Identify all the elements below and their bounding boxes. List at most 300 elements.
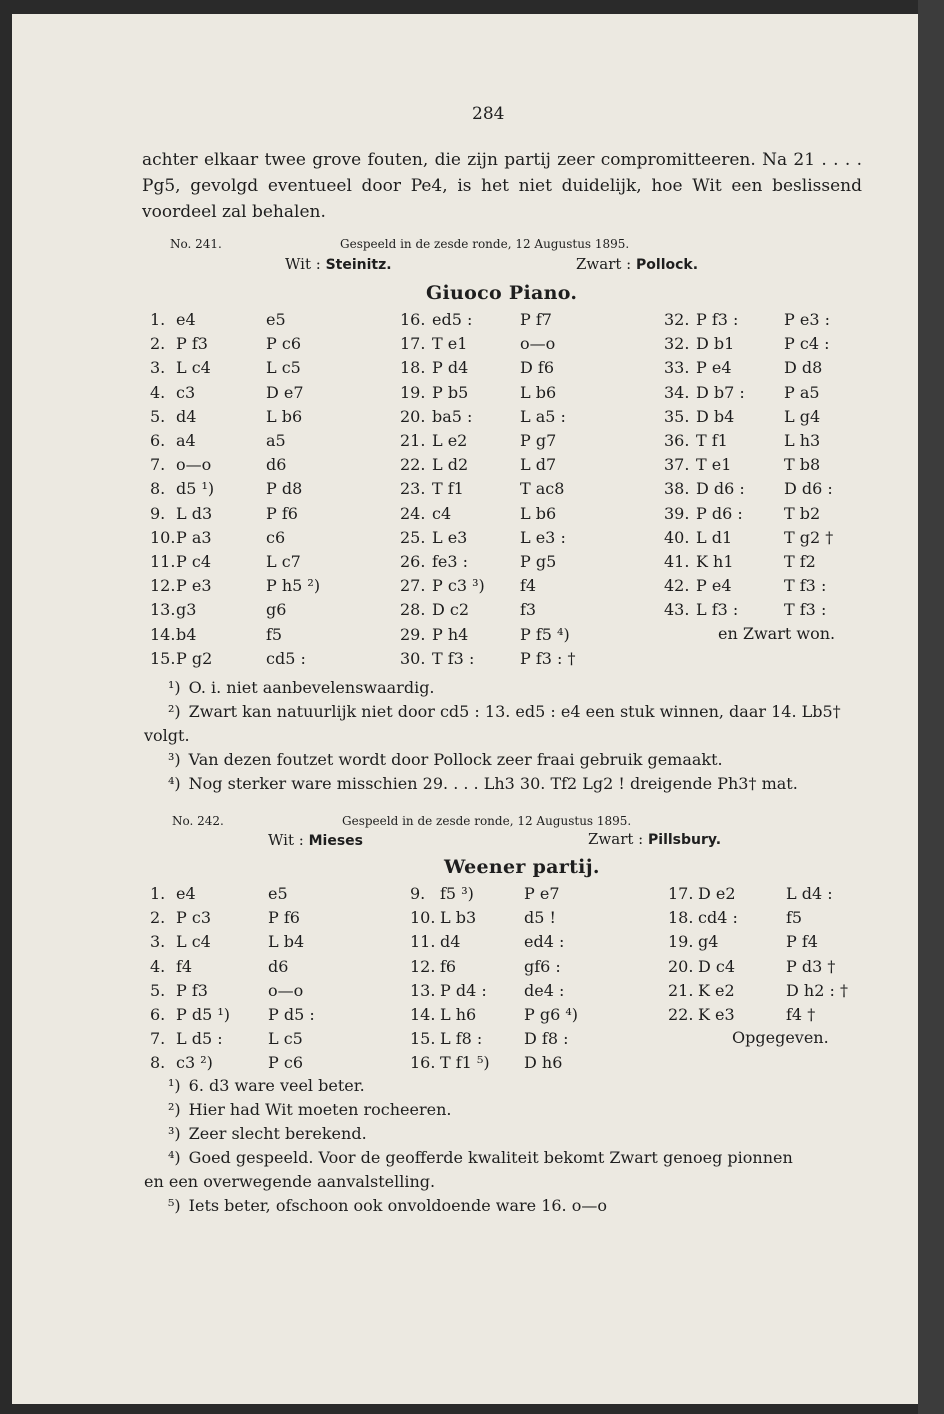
white-move: L d1 bbox=[696, 527, 733, 547]
move-number: 32. bbox=[664, 310, 690, 329]
white-move: L d5 : bbox=[176, 1029, 223, 1049]
move-row bbox=[410, 957, 630, 977]
move-number: 18. bbox=[400, 358, 426, 378]
white-move: o—o bbox=[176, 455, 212, 475]
black-move: e5 bbox=[266, 310, 286, 329]
move-row bbox=[664, 552, 884, 572]
move-number: 11. bbox=[150, 552, 176, 571]
white-move: L b3 bbox=[440, 908, 477, 928]
move-row bbox=[410, 1005, 630, 1025]
game-1-black bbox=[576, 255, 698, 273]
move-row bbox=[664, 479, 884, 499]
move-number: 38. bbox=[664, 479, 690, 499]
white-move: c3 bbox=[176, 382, 196, 402]
move-number: 22. bbox=[668, 1005, 694, 1024]
move-row bbox=[400, 431, 620, 451]
white-move: D b1 bbox=[696, 334, 735, 354]
move-row bbox=[410, 1029, 630, 1049]
move-row bbox=[400, 528, 620, 548]
move-row bbox=[150, 504, 370, 524]
move-row bbox=[668, 884, 888, 904]
white-move: P a3 bbox=[176, 527, 212, 547]
move-row bbox=[668, 1005, 888, 1025]
black-move: P a5 bbox=[784, 382, 820, 402]
move-number: 1. bbox=[150, 884, 166, 903]
black-move: T f3 : bbox=[784, 600, 827, 620]
move-number: 19. bbox=[400, 382, 426, 402]
white-move: g4 bbox=[698, 932, 719, 952]
intro-line-2: Pg5, gevolgd eventueel door Pe4, is het niet duidelijk, hoe Wit een beslissend bbox=[142, 176, 862, 196]
move-number: 15. bbox=[410, 1029, 436, 1049]
move-number: 4. bbox=[150, 956, 166, 976]
black-move: L h3 bbox=[784, 431, 821, 450]
game-2-info: Gespeeld in de zesde ronde, 12 Augustus 1895. bbox=[342, 814, 632, 828]
black-move: T b2 bbox=[784, 503, 821, 523]
move-number: 5. bbox=[150, 980, 166, 1000]
white-move: D b7 : bbox=[696, 382, 745, 402]
move-number: 3. bbox=[150, 932, 166, 952]
black-move: P c6 bbox=[268, 1053, 303, 1073]
move-number: 21. bbox=[668, 980, 694, 1000]
white-move: K h1 bbox=[696, 552, 734, 571]
black-move: T ac8 bbox=[520, 479, 565, 499]
footnote-mark: ³) bbox=[168, 750, 181, 769]
black-move: L b4 bbox=[268, 932, 305, 952]
move-row bbox=[410, 981, 630, 1001]
move-row bbox=[150, 1029, 370, 1049]
black-move: D d8 bbox=[784, 358, 823, 378]
white-move: P d6 : bbox=[696, 503, 743, 523]
move-number: 42. bbox=[664, 576, 690, 596]
white-move: P f3 bbox=[176, 334, 208, 354]
black-move: T f3 : bbox=[784, 576, 827, 596]
white-move: P d4 : bbox=[440, 980, 487, 1000]
black-player: Pillsbury. bbox=[648, 832, 722, 848]
move-row bbox=[400, 625, 620, 645]
game-2-opening: Weener partij. bbox=[444, 856, 600, 878]
move-row bbox=[668, 981, 888, 1001]
footnote bbox=[168, 1124, 367, 1143]
white-move: K e2 bbox=[698, 980, 735, 1000]
black-move: L g4 bbox=[784, 406, 821, 426]
footnote-continuation: en een overwegende aanvalstelling. bbox=[144, 1172, 436, 1191]
move-number: 1. bbox=[150, 310, 166, 329]
black-move: T f2 bbox=[784, 552, 816, 571]
white-move: P f3 : bbox=[696, 310, 739, 329]
move-row bbox=[150, 407, 370, 427]
black-move: D e7 bbox=[266, 382, 304, 402]
black-move: o—o bbox=[268, 980, 304, 1000]
black-label: Zwart : bbox=[588, 830, 644, 848]
footnote-mark: ²) bbox=[168, 702, 181, 721]
footnote-mark: ⁴) bbox=[168, 774, 181, 793]
move-row bbox=[150, 334, 370, 354]
white-move: c3 ²) bbox=[176, 1053, 213, 1073]
white-move: d4 bbox=[440, 932, 461, 952]
black-move: P f3 : † bbox=[520, 648, 576, 668]
move-number: 30. bbox=[400, 648, 426, 668]
white-move: c4 bbox=[432, 503, 452, 523]
black-move: L d4 : bbox=[786, 884, 833, 903]
footnote bbox=[168, 1148, 793, 1167]
move-number: 12. bbox=[410, 956, 436, 976]
black-move: D f8 : bbox=[524, 1029, 569, 1049]
move-number: 13. bbox=[410, 980, 436, 1000]
white-move: f5 ³) bbox=[440, 884, 474, 903]
black-move: d6 bbox=[266, 455, 287, 475]
footnote-text: Goed gespeeld. Voor de geofferde kwaliteit bekomt Zwart genoeg pionnen bbox=[188, 1148, 793, 1167]
white-move: P d5 ¹) bbox=[176, 1005, 231, 1024]
black-move: P c6 bbox=[266, 334, 301, 354]
white-move: D d6 : bbox=[696, 479, 745, 499]
move-number: 36. bbox=[664, 431, 690, 450]
black-move: d6 bbox=[268, 956, 289, 976]
black-move: a5 bbox=[266, 431, 286, 450]
game-1-number: No. 241. bbox=[170, 237, 222, 251]
white-move: d5 ¹) bbox=[176, 479, 215, 499]
footnote bbox=[168, 1196, 607, 1215]
move-row bbox=[150, 358, 370, 378]
footnote-mark: ¹) bbox=[168, 1076, 181, 1095]
black-move: P g5 bbox=[520, 552, 557, 571]
move-row bbox=[400, 552, 620, 572]
white-move: e4 bbox=[176, 884, 196, 903]
white-move: P c3 bbox=[176, 908, 211, 928]
move-row bbox=[400, 407, 620, 427]
footnote-mark: ²) bbox=[168, 1100, 181, 1119]
game-1-opening: Giuoco Piano. bbox=[426, 282, 578, 304]
black-move: g6 bbox=[266, 600, 287, 620]
white-move: f6 bbox=[440, 956, 457, 976]
footnote-text: Zwart kan natuurlijk niet door cd5 : 13. ed5 : e4 een stuk winnen, daar 14. Lb5† bbox=[188, 702, 841, 721]
move-row bbox=[664, 504, 884, 524]
move-row bbox=[668, 932, 888, 952]
black-move: P d5 : bbox=[268, 1005, 315, 1024]
white-move: D b4 bbox=[696, 406, 735, 426]
white-move: D e2 bbox=[698, 884, 736, 903]
white-move: L h6 bbox=[440, 1005, 477, 1024]
footnote bbox=[168, 678, 435, 697]
white-move: T e1 bbox=[696, 455, 732, 475]
footnote-text: Van dezen foutzet wordt door Pollock zeer fraai gebruik gemaakt. bbox=[188, 750, 723, 769]
black-move: c6 bbox=[266, 527, 286, 547]
black-move: o—o bbox=[520, 334, 556, 354]
footnote-text: Iets beter, ofschoon ook onvoldoende ware 16. o—o bbox=[188, 1196, 607, 1215]
move-number: 41. bbox=[664, 552, 690, 571]
move-number: 2. bbox=[150, 908, 166, 928]
black-move: L c5 bbox=[266, 358, 301, 378]
move-row bbox=[150, 431, 370, 451]
black-move: P f4 bbox=[786, 932, 818, 952]
white-move: L e3 bbox=[432, 527, 468, 547]
move-row bbox=[400, 383, 620, 403]
black-move: P f6 bbox=[266, 503, 298, 523]
black-move: P e7 bbox=[524, 884, 560, 903]
move-number: 24. bbox=[400, 503, 426, 523]
white-player: Steinitz. bbox=[325, 257, 392, 273]
move-number: 23. bbox=[400, 479, 426, 499]
black-move: L b6 bbox=[520, 382, 557, 402]
footnote bbox=[168, 774, 798, 793]
move-row bbox=[150, 625, 370, 645]
white-move: P d4 bbox=[432, 358, 469, 378]
move-row bbox=[150, 600, 370, 620]
move-row bbox=[664, 310, 884, 330]
black-move: L b6 bbox=[520, 503, 557, 523]
move-row bbox=[400, 455, 620, 475]
move-number: 17. bbox=[400, 334, 426, 354]
move-row bbox=[150, 383, 370, 403]
black-move: L a5 : bbox=[520, 406, 566, 426]
white-move: P e4 bbox=[696, 576, 732, 596]
move-number: 16. bbox=[400, 310, 426, 329]
white-move: P b5 bbox=[432, 382, 469, 402]
white-move: L c4 bbox=[176, 358, 211, 378]
footnote bbox=[168, 1100, 451, 1119]
move-number: 8. bbox=[150, 479, 166, 499]
white-player: Mieses bbox=[308, 833, 363, 849]
black-move: f5 bbox=[786, 908, 803, 928]
move-number: 16. bbox=[410, 1053, 436, 1073]
white-move: d4 bbox=[176, 406, 197, 426]
white-move: b4 bbox=[176, 624, 197, 644]
move-row bbox=[664, 407, 884, 427]
black-move: P f5 ⁴) bbox=[520, 624, 570, 644]
black-move: L d7 bbox=[520, 455, 557, 475]
move-number: 14. bbox=[410, 1005, 436, 1024]
white-move: ba5 : bbox=[432, 406, 473, 426]
game-2-result: Opgegeven. bbox=[732, 1028, 829, 1047]
footnote bbox=[168, 750, 723, 769]
move-row bbox=[664, 528, 884, 548]
white-move: K e3 bbox=[698, 1005, 735, 1024]
move-row bbox=[150, 1053, 370, 1073]
black-move: P h5 ²) bbox=[266, 576, 321, 596]
black-move: cd5 : bbox=[266, 648, 306, 668]
white-move: P g2 bbox=[176, 648, 213, 668]
move-row bbox=[150, 908, 370, 928]
black-move: P f6 bbox=[268, 908, 300, 928]
white-move: P h4 bbox=[432, 624, 469, 644]
game-2-number: No. 242. bbox=[172, 814, 224, 828]
move-number: 43. bbox=[664, 600, 690, 620]
black-move: gf6 : bbox=[524, 956, 561, 976]
move-number: 9. bbox=[150, 503, 166, 523]
move-row bbox=[150, 957, 370, 977]
move-number: 34. bbox=[664, 382, 690, 402]
move-number: 5. bbox=[150, 406, 166, 426]
game-2-black bbox=[588, 830, 721, 848]
move-number: 29. bbox=[400, 624, 426, 644]
move-row bbox=[400, 310, 620, 330]
move-number: 12. bbox=[150, 576, 176, 596]
black-move: T b8 bbox=[784, 455, 821, 475]
black-move: f3 bbox=[520, 600, 537, 620]
white-move: P c3 ³) bbox=[432, 576, 485, 596]
white-move: L f8 : bbox=[440, 1029, 483, 1049]
move-number: 11. bbox=[410, 932, 436, 952]
move-row bbox=[150, 932, 370, 952]
footnote-text: 6. d3 ware veel beter. bbox=[188, 1076, 365, 1095]
black-player: Pollock. bbox=[636, 257, 699, 273]
white-move: D c2 bbox=[432, 600, 470, 620]
move-row bbox=[400, 479, 620, 499]
move-number: 6. bbox=[150, 1005, 166, 1024]
move-number: 15. bbox=[150, 648, 176, 668]
black-move: D h6 bbox=[524, 1053, 563, 1073]
black-move: ed4 : bbox=[524, 932, 565, 952]
move-number: 39. bbox=[664, 503, 690, 523]
move-row bbox=[664, 600, 884, 620]
footnote-text: Hier had Wit moeten rocheeren. bbox=[188, 1100, 452, 1119]
black-move: L c5 bbox=[268, 1029, 303, 1049]
black-label: Zwart : bbox=[576, 255, 632, 273]
move-number: 21. bbox=[400, 431, 426, 450]
move-number: 22. bbox=[400, 455, 426, 475]
move-number: 10. bbox=[150, 527, 176, 547]
white-move: T f1 bbox=[696, 431, 728, 450]
footnote-mark: ⁵) bbox=[168, 1196, 181, 1215]
move-row bbox=[410, 884, 630, 904]
move-number: 32. bbox=[664, 334, 690, 354]
book-spine-edge bbox=[918, 0, 944, 1414]
move-number: 25. bbox=[400, 527, 426, 547]
move-row bbox=[410, 932, 630, 952]
footnote-continuation: volgt. bbox=[144, 726, 190, 745]
black-move: P e3 : bbox=[784, 310, 830, 329]
white-move: fe3 : bbox=[432, 552, 469, 571]
move-row bbox=[664, 431, 884, 451]
move-row bbox=[400, 504, 620, 524]
white-move: L f3 : bbox=[696, 600, 739, 620]
game-2-white bbox=[268, 831, 363, 849]
move-number: 3. bbox=[150, 358, 166, 378]
white-move: P e3 bbox=[176, 576, 212, 596]
move-number: 13. bbox=[150, 600, 176, 620]
move-number: 20. bbox=[668, 956, 694, 976]
intro-line-1: achter elkaar twee grove fouten, die zijn partij zeer compromitteeren. Na 21 . . . . bbox=[142, 150, 862, 170]
white-label: Wit : bbox=[268, 831, 304, 849]
black-move: P d3 † bbox=[786, 956, 836, 976]
white-label: Wit : bbox=[285, 255, 321, 273]
move-row bbox=[664, 455, 884, 475]
white-move: P f3 bbox=[176, 980, 208, 1000]
white-move: L d2 bbox=[432, 455, 469, 475]
move-number: 19. bbox=[668, 932, 694, 952]
white-move: cd4 : bbox=[698, 908, 738, 928]
black-move: e5 bbox=[268, 884, 288, 903]
move-number: 6. bbox=[150, 431, 166, 450]
move-number: 7. bbox=[150, 455, 166, 475]
move-row bbox=[150, 310, 370, 330]
black-move: P d8 bbox=[266, 479, 303, 499]
white-move: T f1 ⁵) bbox=[440, 1053, 490, 1073]
move-row bbox=[400, 576, 620, 596]
page-number: 284 bbox=[472, 104, 505, 124]
move-row bbox=[664, 358, 884, 378]
footnote bbox=[168, 702, 841, 721]
intro-line-3: voordeel zal behalen. bbox=[142, 202, 326, 222]
white-move: ed5 : bbox=[432, 310, 473, 329]
move-number: 28. bbox=[400, 600, 426, 620]
move-row bbox=[400, 600, 620, 620]
footnote bbox=[168, 1076, 365, 1095]
move-row bbox=[668, 957, 888, 977]
black-move: L c7 bbox=[266, 552, 301, 571]
white-move: f4 bbox=[176, 956, 193, 976]
white-move: e4 bbox=[176, 310, 196, 329]
footnote-mark: ¹) bbox=[168, 678, 181, 697]
black-move: de4 : bbox=[524, 980, 565, 1000]
white-move: L c4 bbox=[176, 932, 211, 952]
move-number: 14. bbox=[150, 624, 176, 644]
move-row bbox=[150, 552, 370, 572]
white-move: T f1 bbox=[432, 479, 464, 499]
move-row bbox=[150, 455, 370, 475]
move-row bbox=[150, 649, 370, 669]
white-move: P c4 bbox=[176, 552, 211, 571]
move-number: 35. bbox=[664, 406, 690, 426]
move-number: 2. bbox=[150, 334, 166, 354]
white-move: L d3 bbox=[176, 503, 213, 523]
black-move: P g6 ⁴) bbox=[524, 1005, 579, 1024]
white-move: P e4 bbox=[696, 358, 732, 378]
move-number: 7. bbox=[150, 1029, 166, 1049]
white-move: L e2 bbox=[432, 431, 468, 450]
move-number: 27. bbox=[400, 576, 426, 596]
white-move: g3 bbox=[176, 600, 197, 620]
black-move: D h2 : † bbox=[786, 980, 848, 1000]
footnote-text: O. i. niet aanbevelenswaardig. bbox=[188, 678, 435, 697]
game-1-result: en Zwart won. bbox=[718, 624, 836, 643]
black-move: T g2 † bbox=[784, 527, 834, 547]
move-row bbox=[150, 1005, 370, 1025]
move-number: 8. bbox=[150, 1053, 166, 1073]
move-number: 9. bbox=[410, 884, 426, 903]
move-number: 17. bbox=[668, 884, 694, 903]
black-move: L e3 : bbox=[520, 527, 566, 547]
black-move: f5 bbox=[266, 624, 283, 644]
black-move: f4 bbox=[520, 576, 537, 596]
black-move: d5 ! bbox=[524, 908, 556, 928]
white-move: a4 bbox=[176, 431, 196, 450]
move-number: 4. bbox=[150, 382, 166, 402]
move-number: 26. bbox=[400, 552, 426, 571]
move-row bbox=[150, 884, 370, 904]
move-row bbox=[150, 981, 370, 1001]
black-move: P f7 bbox=[520, 310, 552, 329]
black-move: P c4 : bbox=[784, 334, 830, 354]
move-number: 33. bbox=[664, 358, 690, 378]
move-row bbox=[150, 479, 370, 499]
move-row bbox=[150, 576, 370, 596]
black-move: L b6 bbox=[266, 406, 303, 426]
footnote-mark: ⁴) bbox=[168, 1148, 181, 1167]
black-move: f4 † bbox=[786, 1005, 816, 1024]
move-number: 20. bbox=[400, 406, 426, 426]
move-row bbox=[664, 576, 884, 596]
move-row bbox=[410, 1053, 630, 1073]
footnote-text: Zeer slecht berekend. bbox=[188, 1124, 367, 1143]
move-number: 10. bbox=[410, 908, 436, 928]
white-move: T e1 bbox=[432, 334, 468, 354]
move-row bbox=[150, 528, 370, 548]
move-row bbox=[410, 908, 630, 928]
white-move: T f3 : bbox=[432, 648, 475, 668]
white-move: D c4 bbox=[698, 956, 736, 976]
move-number: 18. bbox=[668, 908, 694, 928]
move-row bbox=[400, 649, 620, 669]
